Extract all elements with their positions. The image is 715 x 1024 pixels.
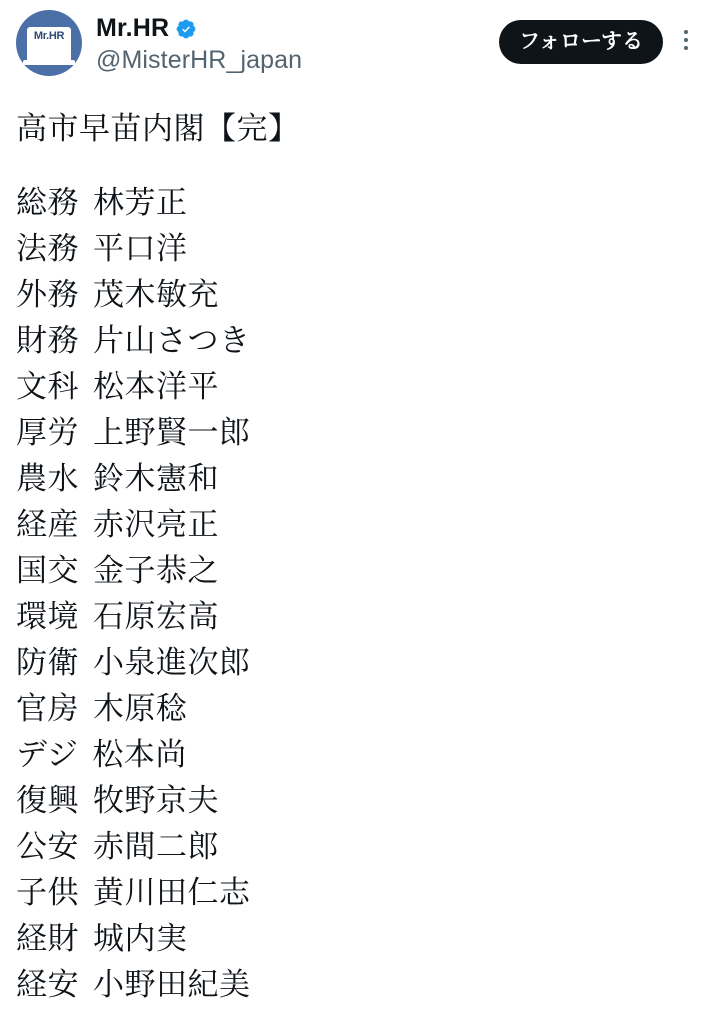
cabinet-post: 防衛 bbox=[16, 644, 79, 680]
cabinet-minister-name: 小泉進次郎 bbox=[93, 644, 251, 680]
avatar-monitor-icon bbox=[27, 27, 71, 63]
cabinet-post: 法務 bbox=[16, 230, 79, 266]
cabinet-post: 文科 bbox=[16, 368, 79, 404]
cabinet-minister-name: 鈴木憲和 bbox=[93, 460, 219, 496]
account-handle[interactable]: @MisterHR_japan bbox=[96, 46, 303, 74]
cabinet-minister-name: 片山さつき bbox=[93, 322, 251, 358]
cabinet-minister-name: 石原宏高 bbox=[93, 598, 219, 634]
more-vertical-icon[interactable] bbox=[673, 23, 699, 57]
cabinet-post: 厚労 bbox=[16, 414, 79, 450]
cabinet-row bbox=[16, 456, 699, 502]
cabinet-minister-name: 松本洋平 bbox=[93, 368, 219, 404]
cabinet-post: 経産 bbox=[16, 506, 79, 542]
cabinet-row bbox=[16, 364, 699, 410]
cabinet-row bbox=[16, 870, 699, 916]
cabinet-post: 復興 bbox=[16, 782, 79, 818]
cabinet-post: デジ bbox=[16, 736, 79, 772]
cabinet-minister-name: 松本尚 bbox=[92, 736, 187, 772]
tweet-body bbox=[16, 96, 699, 1008]
cabinet-row bbox=[16, 640, 699, 686]
avatar-label: Mr.HR bbox=[33, 30, 65, 42]
cabinet-minister-name: 城内実 bbox=[93, 920, 188, 956]
cabinet-row bbox=[16, 502, 699, 548]
cabinet-minister-name: 黄川田仁志 bbox=[93, 874, 251, 910]
cabinet-row bbox=[16, 226, 699, 272]
cabinet-row bbox=[16, 180, 699, 226]
cabinet-minister-name: 赤沢亮正 bbox=[93, 506, 219, 542]
cabinet-minister-name: 木原稔 bbox=[93, 690, 188, 726]
cabinet-minister-name: 赤間二郎 bbox=[93, 828, 219, 864]
avatar[interactable] bbox=[16, 10, 82, 76]
cabinet-post: 環境 bbox=[16, 598, 79, 634]
cabinet-row bbox=[16, 272, 699, 318]
verified-badge-icon bbox=[175, 18, 197, 40]
cabinet-row bbox=[16, 594, 699, 640]
cabinet-post: 公安 bbox=[16, 828, 79, 864]
header-actions bbox=[499, 10, 699, 64]
cabinet-minister-name: 小野田紀美 bbox=[93, 966, 251, 1002]
cabinet-post: 国交 bbox=[16, 552, 79, 588]
cabinet-row bbox=[16, 824, 699, 870]
cabinet-row bbox=[16, 962, 699, 1008]
cabinet-post: 財務 bbox=[16, 322, 79, 358]
cabinet-post: 官房 bbox=[16, 690, 79, 726]
tweet-spacer bbox=[16, 150, 699, 180]
cabinet-row bbox=[16, 778, 699, 824]
cabinet-minister-name: 牧野京夫 bbox=[93, 782, 219, 818]
cabinet-minister-name: 平口洋 bbox=[93, 230, 188, 266]
cabinet-row bbox=[16, 686, 699, 732]
cabinet-minister-name: 茂木敏充 bbox=[93, 276, 219, 312]
follow-button[interactable]: フォローする bbox=[499, 20, 663, 64]
account-names bbox=[96, 10, 485, 75]
cabinet-row bbox=[16, 410, 699, 456]
tweet-title: 高市早苗内閣【完】 bbox=[16, 111, 300, 146]
cabinet-row bbox=[16, 318, 699, 364]
display-name[interactable]: Mr.HR bbox=[96, 14, 170, 42]
cabinet-minister-name: 上野賢一郎 bbox=[93, 414, 251, 450]
cabinet-post: 子供 bbox=[16, 874, 79, 910]
more-dot bbox=[684, 38, 688, 42]
cabinet-minister-name: 林芳正 bbox=[93, 184, 188, 220]
cabinet-row bbox=[16, 732, 699, 778]
cabinet-post: 農水 bbox=[16, 460, 79, 496]
cabinet-minister-name: 金子恭之 bbox=[93, 552, 219, 588]
cabinet-row bbox=[16, 916, 699, 962]
cabinet-list bbox=[16, 180, 699, 1008]
display-name-row bbox=[96, 14, 485, 43]
cabinet-post: 経安 bbox=[16, 966, 79, 1002]
cabinet-post: 外務 bbox=[16, 276, 79, 312]
cabinet-post: 総務 bbox=[16, 184, 79, 220]
more-dot bbox=[684, 46, 688, 50]
cabinet-row bbox=[16, 548, 699, 594]
avatar-monitor-base bbox=[23, 60, 75, 65]
tweet-header bbox=[16, 10, 699, 96]
more-dot bbox=[684, 30, 688, 34]
cabinet-post: 経財 bbox=[16, 920, 79, 956]
